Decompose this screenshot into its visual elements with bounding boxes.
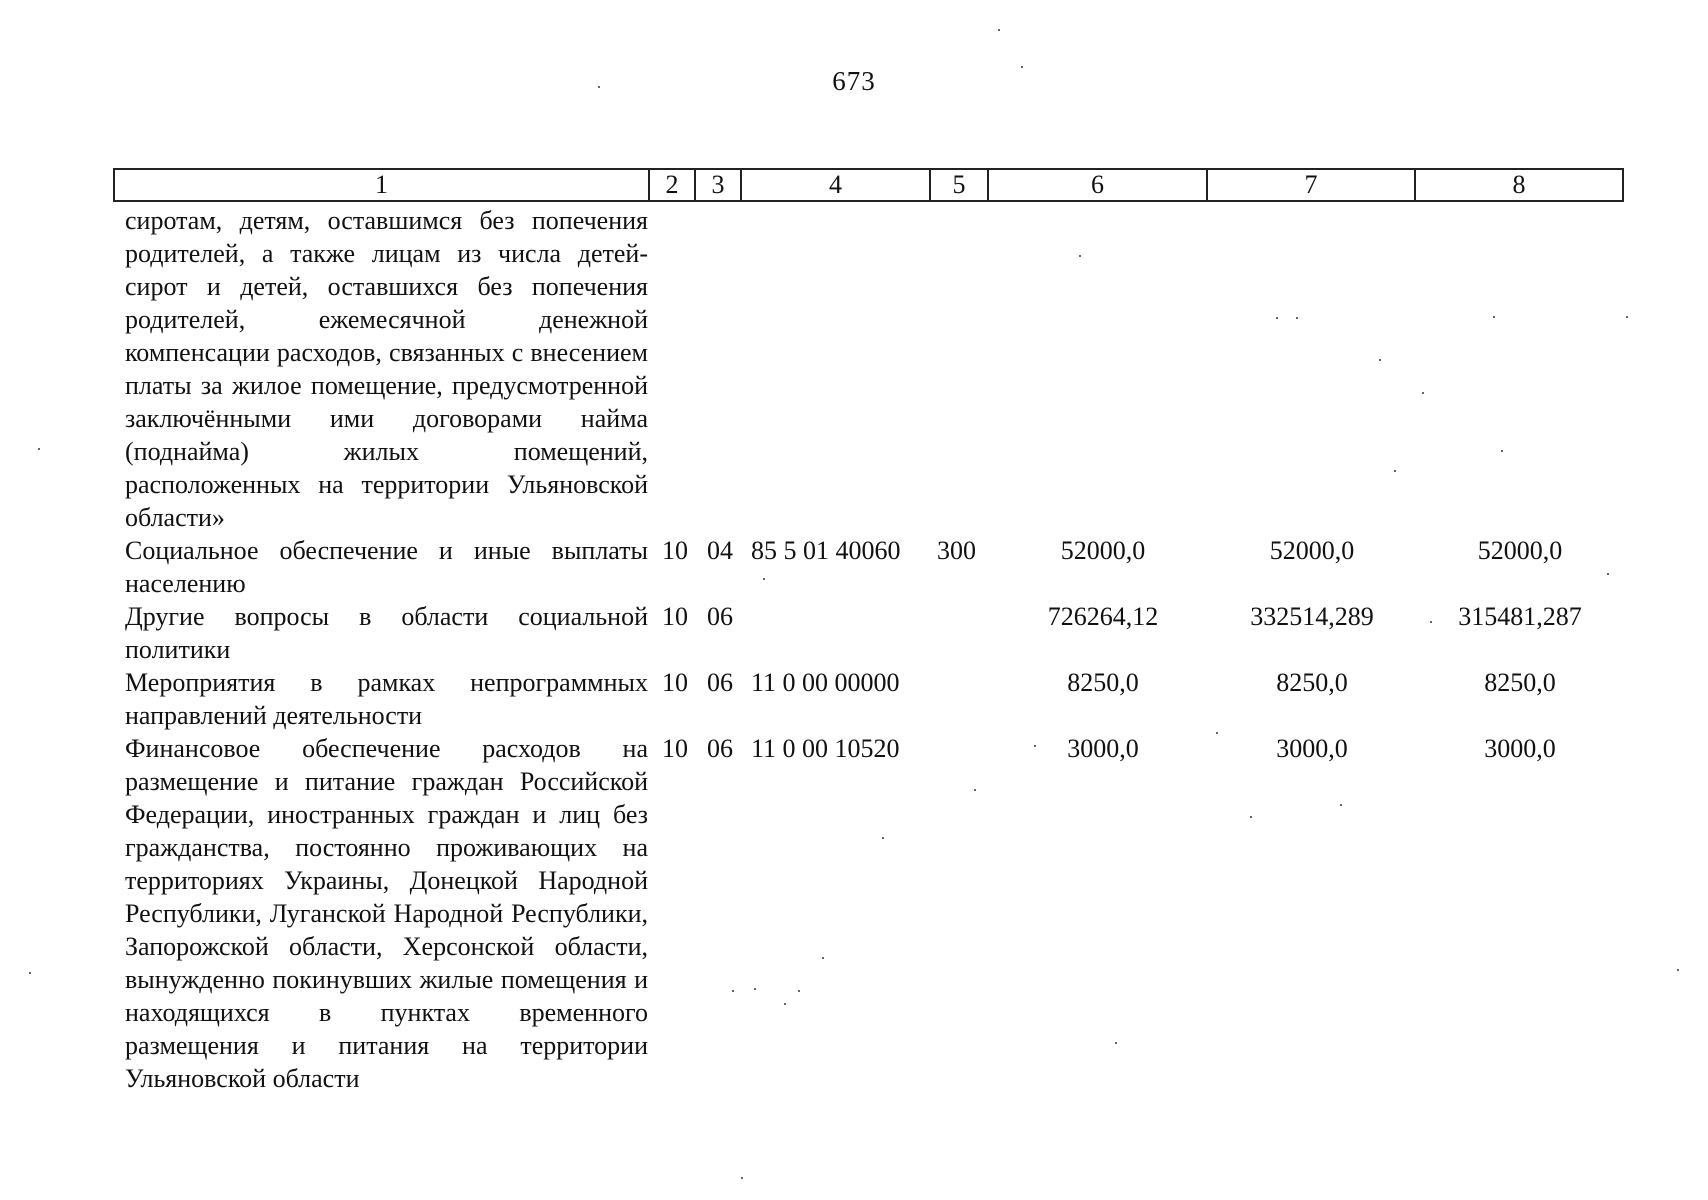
row-expense-type: 300 (937, 536, 976, 565)
scan-speck (1493, 316, 1495, 318)
row-section: 10 (662, 602, 688, 631)
scan-speck (1626, 316, 1628, 318)
scan-speck (1394, 470, 1396, 472)
scan-speck (1216, 732, 1218, 734)
row-section: 10 (662, 734, 688, 763)
page-number: 673 (832, 66, 876, 96)
header-col-7: 7 (1208, 170, 1416, 200)
scan-speck (1115, 1042, 1117, 1044)
scan-speck (1607, 573, 1609, 575)
row-amount-7: 332514,289 (1250, 602, 1374, 631)
scan-speck (1430, 621, 1432, 623)
scan-speck (1677, 969, 1679, 971)
scan-speck (882, 837, 884, 839)
scan-speck (974, 789, 976, 791)
scan-speck (784, 1003, 786, 1005)
header-col-8: 8 (1512, 170, 1526, 199)
header-col-6: 6 (989, 170, 1208, 200)
row-subsection: 06 (707, 734, 733, 763)
scan-speck (754, 988, 756, 990)
row-amount-6: 726264,12 (1047, 602, 1159, 631)
scan-speck (998, 29, 1000, 31)
row-target-code: 11 0 00 10520 (751, 734, 900, 763)
table-header (113, 168, 1624, 202)
row-section: 10 (662, 668, 688, 697)
row-amount-8: 8250,0 (1484, 668, 1556, 697)
scan-speck (1021, 66, 1023, 68)
row-subsection: 06 (707, 602, 733, 631)
row-subsection: 04 (707, 536, 733, 565)
row-description: Социальное обеспечение и иные выплаты населению (125, 536, 648, 598)
row-section: 10 (662, 536, 688, 565)
scan-speck (1276, 317, 1278, 319)
scan-speck (1079, 255, 1081, 257)
scan-speck (798, 990, 800, 992)
header-col-3: 3 (696, 170, 742, 200)
row-amount-7: 8250,0 (1276, 668, 1348, 697)
scan-speck (598, 86, 600, 88)
header-col-1: 1 (115, 170, 650, 200)
scan-speck (1250, 816, 1252, 818)
scan-speck (29, 972, 31, 974)
scan-speck (1034, 745, 1036, 747)
row-amount-8: 315481,287 (1458, 602, 1582, 631)
scan-speck (741, 1177, 743, 1179)
scan-speck (1340, 804, 1342, 806)
scan-speck (763, 578, 765, 580)
row-subsection: 06 (707, 668, 733, 697)
scan-speck (732, 990, 734, 992)
row-description: Другие вопросы в области социальной политики (125, 602, 648, 664)
header-col-2: 2 (650, 170, 696, 200)
row-description: Мероприятия в рамках непрограммных направлений деятельности (125, 668, 648, 730)
row-target-code: 85 5 01 40060 (751, 536, 901, 565)
scan-speck (1296, 317, 1298, 319)
header-col-4: 4 (742, 170, 931, 200)
scan-speck (1422, 392, 1424, 394)
row-amount-6: 3000,0 (1067, 734, 1139, 763)
row-amount-7: 3000,0 (1276, 734, 1348, 763)
row-target-code: 11 0 00 00000 (751, 668, 900, 697)
row-amount-7: 52000,0 (1269, 536, 1355, 565)
row-amount-8: 52000,0 (1477, 536, 1563, 565)
row-amount-8: 3000,0 (1484, 734, 1556, 763)
row-description: сиротам, детям, оставшимся без попечения родителей, а также лицам из числа детей-сирот и детей, оставшихся без попечения родителей, ежемесячной денежной компенсации расходов, связанных с внесением платы за жилое помещение, предусмотренной заключёнными ими договорами найма (поднайма) жилых помещений, расположенных на территории Ульяновской области» (125, 206, 648, 532)
row-description: Финансовое обеспечение расходов на размещение и питание граждан Российской Федерации, иностранных граждан и лиц без гражданства, постоянно проживающих на территориях Украины, Донецкой Народной Республики, Луганской Народной Республики, Запорожской области, Херсонской области, вынужденно покинувших жилые помещения и находящихся в пунктах временного размещения и питания на территории Ульяновской области (125, 734, 648, 1093)
scan-speck (822, 957, 824, 959)
header-col-5: 5 (931, 170, 989, 200)
scan-speck (38, 448, 40, 450)
row-amount-6: 52000,0 (1060, 536, 1146, 565)
row-amount-6: 8250,0 (1067, 668, 1139, 697)
scan-speck (1501, 450, 1503, 452)
scan-speck (1379, 359, 1381, 361)
